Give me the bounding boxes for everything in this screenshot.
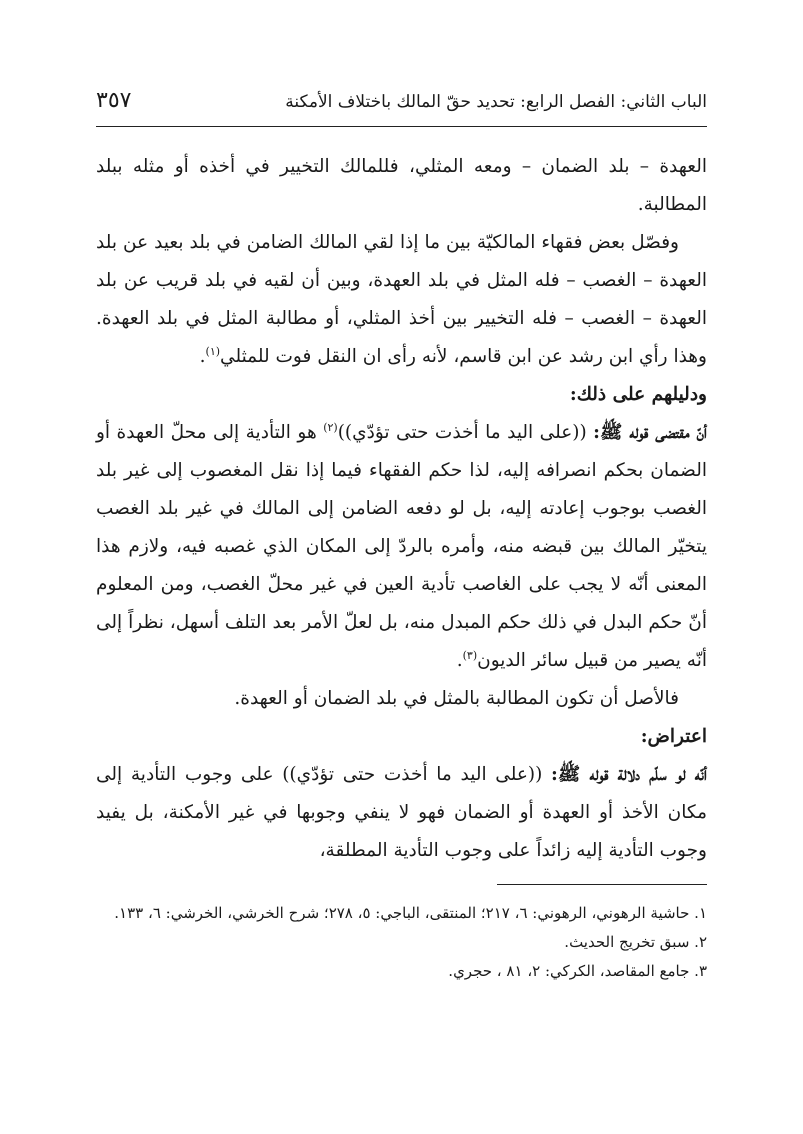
paragraph-5-text: ((على اليد ما أخذت حتى تؤدّي)) على وجوب التأدية إلى مكان الأخذ أو العهدة أو الضمان فهو لا ينفي وجوبها في غير الأمكنة، بل يفيد وجوب التأدية إليه زائداً على وجوب التأدية المطلقة، <box>96 764 707 861</box>
paragraph-3-lead: أنّ مقتضى قوله ﷺ: <box>593 422 707 443</box>
page-number: ٣٥٧ <box>96 88 132 113</box>
footnote-ref-1: (١) <box>205 344 221 358</box>
header-divider <box>96 126 707 127</box>
paragraph-3-quote: ((على اليد ما أخذت حتى تؤدّي)) <box>337 422 594 443</box>
footnote-1: ١. حاشية الرهوني، الرهوني: ٦، ٢١٧؛ المنتقى، الباجي: ٥، ٢٧٨؛ شرح الخرشي، الخرشي: ٦، ١٣٣. <box>114 904 707 922</box>
paragraph-5 <box>96 756 707 870</box>
running-header <box>96 78 707 122</box>
footnote-ref-3: (٣) <box>462 648 478 662</box>
document-page <box>96 78 707 986</box>
paragraph-1: العهدة – بلد الضمان – ومعه المثلي، فللمالك التخيير في أخذه أو مثله ببلد المطالبة. <box>96 156 707 215</box>
footnote-3: ٣. جامع المقاصد، الكركي: ٢، ٨١ ، حجري. <box>448 962 707 980</box>
footnote-2: ٢. سبق تخريج الحديث. <box>564 933 707 951</box>
footnotes <box>96 899 707 986</box>
paragraph-2 <box>96 224 707 376</box>
footnote-divider <box>497 884 707 885</box>
section-heading-objection: اعتراض: <box>640 726 707 747</box>
paragraph-3-text: هو التأدية إلى محلّ العهدة أو الضمان بحكم انصرافه إليه، لذا حكم الفقهاء فيما إذا نقل المغصوب إلى غير بلد الغصب بوجوب إعادته إليه، بل لو دفعه الضامن إلى المالك في غير بلد الغصب يتخيّر المالك بين قبضه منه، وأمره بالردّ إلى المكان الذي غصبه فيه، ولازم هذا المعنى أنّه لا يجب على الغاصب تأدية العين في غير محلّ الغصب، ومن المعلوم أنّ حكم البدل في ذلك حكم المبدل منه، بل لعلّ الأمر بعد التلف أسهل، نظراً إلى أنّه يصير من قبيل سائر الديون <box>96 422 707 671</box>
paragraph-4: فالأصل أن تكون المطالبة بالمثل في بلد الضمان أو العهدة. <box>234 688 679 709</box>
paragraph-2-text: وفصّل بعض فقهاء المالكيّة بين ما إذا لقي المالك الضامن في بلد بعيد عن بلد العهدة – الغصب – فله المثل في بلد العهدة، وبين أن لقيه في بلد قريب عن بلد العهدة – الغصب – فله التخيير بين أخذ المثلي، أو مطالبة المثل في بلد العهدة. وهذا رأي ابن رشد عن ابن قاسم، لأنه رأى ان النقل فوت للمثلي <box>96 232 707 367</box>
paragraph-3-end: . <box>456 650 463 671</box>
main-text <box>96 148 707 870</box>
paragraph-5-lead: أنّه لو سلّم دلالة قوله ﷺ: <box>551 764 707 785</box>
paragraph-2-end: . <box>199 346 206 367</box>
paragraph-3 <box>96 414 707 680</box>
section-heading-evidence: ودليلهم على ذلك: <box>569 384 707 405</box>
header-title: الباب الثاني: الفصل الرابع: تحديد حقّ المالك باختلاف الأمكنة <box>285 92 707 112</box>
footnote-ref-2: (٢) <box>323 420 338 434</box>
